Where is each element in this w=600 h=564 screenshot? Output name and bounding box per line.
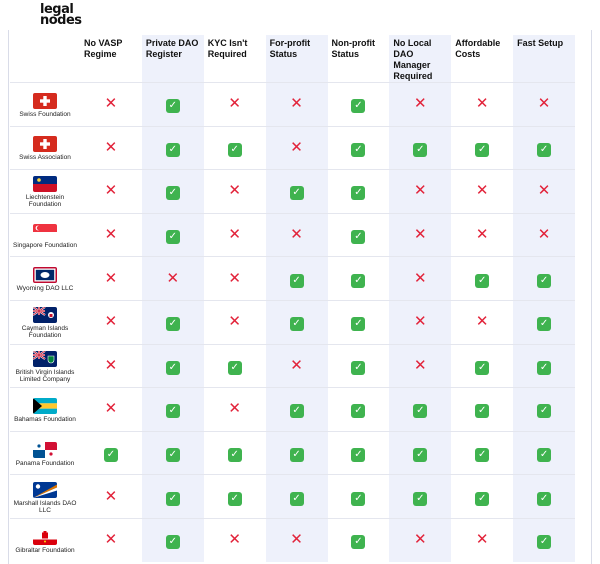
- check-icon: ✓: [351, 274, 365, 288]
- cell-no-local-dao-manager: [389, 170, 451, 214]
- cell-private-dao-register: [142, 344, 204, 388]
- check-icon: ✓: [351, 230, 365, 244]
- jurisdiction-panama-foundation: [10, 431, 80, 475]
- check-icon: ✓: [290, 448, 304, 462]
- check-icon: ✓: [475, 404, 489, 418]
- table-row: [10, 518, 575, 562]
- cell-non-profit-status: [328, 518, 390, 562]
- cell-non-profit-status: [328, 300, 390, 344]
- check-icon: ✓: [290, 317, 304, 331]
- cell-no-vasp-regime: [80, 126, 142, 170]
- cell-for-profit-status: [266, 126, 328, 170]
- bahamas-flag-icon: [33, 398, 57, 414]
- cell-kyc-not-required: [204, 431, 266, 475]
- cell-no-local-dao-manager: [389, 475, 451, 519]
- header-affordable-costs: Affordable Costs: [455, 38, 501, 59]
- cell-affordable-costs: [451, 126, 513, 170]
- table-row: [10, 475, 575, 519]
- cross-icon: ✕: [104, 226, 118, 244]
- cell-kyc-not-required: [204, 518, 266, 562]
- cell-no-local-dao-manager: [389, 83, 451, 127]
- header-jurisdiction: [10, 35, 80, 83]
- cell-no-vasp-regime: [80, 518, 142, 562]
- cell-fast-setup: [513, 388, 575, 432]
- header-fast-setup: Fast Setup: [513, 35, 575, 83]
- table-row: [10, 344, 575, 388]
- cell-private-dao-register: [142, 475, 204, 519]
- cell-affordable-costs: [451, 300, 513, 344]
- check-icon: ✓: [537, 274, 551, 288]
- cell-no-local-dao-manager: [389, 518, 451, 562]
- check-icon: ✓: [537, 535, 551, 549]
- check-icon: ✓: [290, 492, 304, 506]
- cell-kyc-not-required: [204, 300, 266, 344]
- cell-no-local-dao-manager: [389, 431, 451, 475]
- check-icon: ✓: [290, 274, 304, 288]
- cell-for-profit-status: [266, 83, 328, 127]
- cell-for-profit-status: [266, 431, 328, 475]
- check-icon: ✓: [537, 361, 551, 375]
- jurisdiction-label: Bahamas Foundation: [14, 415, 76, 423]
- table-row: [10, 388, 575, 432]
- check-icon: ✓: [351, 492, 365, 506]
- cell-no-vasp-regime: [80, 300, 142, 344]
- cell-non-profit-status: [328, 344, 390, 388]
- cell-for-profit-status: [266, 388, 328, 432]
- cross-icon: ✕: [414, 95, 427, 113]
- jurisdiction-swiss-association: [10, 126, 80, 170]
- cross-icon: ✕: [414, 531, 427, 549]
- singapore-flag-icon: [33, 224, 57, 240]
- cell-no-vasp-regime: [80, 83, 142, 127]
- check-icon: ✓: [228, 492, 242, 506]
- cell-non-profit-status: [328, 431, 390, 475]
- header-non-profit-status: Non-profit Status: [331, 38, 375, 59]
- brand-logo-line-2: nodes: [40, 13, 82, 28]
- jurisdiction-marshall-islands-dao-llc: [10, 475, 80, 519]
- check-icon: ✓: [537, 404, 551, 418]
- jurisdiction-label: Wyoming DAO LLC: [16, 285, 74, 293]
- cell-no-local-dao-manager: [389, 300, 451, 344]
- check-icon: ✓: [166, 186, 180, 200]
- cell-fast-setup: [513, 257, 575, 301]
- cross-icon: ✕: [537, 226, 551, 244]
- check-icon: ✓: [413, 404, 427, 418]
- cross-icon: ✕: [290, 531, 303, 549]
- check-icon: ✓: [413, 492, 427, 506]
- cell-private-dao-register: [142, 213, 204, 257]
- cell-kyc-not-required: [204, 257, 266, 301]
- wyoming-flag-icon: [33, 267, 57, 283]
- switzerland-flag-icon: [33, 93, 57, 109]
- cell-affordable-costs: [451, 475, 513, 519]
- cross-icon: ✕: [290, 95, 303, 113]
- cell-fast-setup: [513, 83, 575, 127]
- cell-private-dao-register: [142, 83, 204, 127]
- check-icon: ✓: [413, 143, 427, 157]
- liechtenstein-flag-icon: [33, 176, 57, 192]
- check-icon: ✓: [351, 317, 365, 331]
- check-icon: ✓: [537, 492, 551, 506]
- check-icon: ✓: [475, 492, 489, 506]
- cross-icon: ✕: [537, 95, 551, 113]
- cross-icon: ✕: [537, 182, 551, 200]
- cell-private-dao-register: [142, 257, 204, 301]
- cell-no-vasp-regime: [80, 257, 142, 301]
- cell-for-profit-status: [266, 257, 328, 301]
- cell-affordable-costs: [451, 257, 513, 301]
- cross-icon: ✕: [104, 313, 118, 331]
- cell-affordable-costs: [451, 83, 513, 127]
- check-icon: ✓: [166, 448, 180, 462]
- cell-no-vasp-regime: [80, 388, 142, 432]
- brand-logo: [40, 4, 110, 26]
- cross-icon: ✕: [475, 182, 489, 200]
- cell-private-dao-register: [142, 126, 204, 170]
- cell-no-local-dao-manager: [389, 344, 451, 388]
- cell-non-profit-status: [328, 83, 390, 127]
- cross-icon: ✕: [228, 313, 241, 331]
- cell-fast-setup: [513, 344, 575, 388]
- header-row: [10, 35, 575, 83]
- cell-fast-setup: [513, 475, 575, 519]
- jurisdiction-label: Panama Foundation: [15, 459, 75, 467]
- jurisdiction-wyoming-dao-llc: [10, 257, 80, 301]
- table-row: [10, 126, 575, 170]
- cross-icon: ✕: [104, 400, 118, 418]
- check-icon: ✓: [475, 361, 489, 375]
- check-icon: ✓: [413, 448, 427, 462]
- header-private-dao-register: Private DAO Register: [142, 35, 204, 83]
- cross-icon: ✕: [228, 531, 241, 549]
- cell-no-local-dao-manager: [389, 213, 451, 257]
- check-icon: ✓: [228, 361, 242, 375]
- cell-kyc-not-required: [204, 475, 266, 519]
- cell-private-dao-register: [142, 300, 204, 344]
- cross-icon: ✕: [290, 138, 303, 156]
- cell-kyc-not-required: [204, 344, 266, 388]
- check-icon: ✓: [166, 143, 180, 157]
- cell-fast-setup: [513, 431, 575, 475]
- jurisdiction-label: Swiss Association: [19, 154, 71, 162]
- switzerland-flag-icon: [33, 136, 57, 152]
- cell-no-vasp-regime: [80, 431, 142, 475]
- cross-icon: ✕: [414, 226, 427, 244]
- cell-non-profit-status: [328, 475, 390, 519]
- table-row: [10, 213, 575, 257]
- check-icon: ✓: [290, 186, 304, 200]
- cross-icon: ✕: [104, 182, 118, 200]
- check-icon: ✓: [166, 492, 180, 506]
- check-icon: ✓: [537, 317, 551, 331]
- cell-kyc-not-required: [204, 388, 266, 432]
- cell-fast-setup: [513, 170, 575, 214]
- check-icon: ✓: [166, 535, 180, 549]
- jurisdiction-bahamas-foundation: [10, 388, 80, 432]
- cell-affordable-costs: [451, 170, 513, 214]
- check-icon: ✓: [104, 448, 118, 462]
- cross-icon: ✕: [104, 138, 118, 156]
- cell-affordable-costs: [451, 213, 513, 257]
- table-body: [10, 83, 575, 563]
- comparison-table: [10, 35, 575, 562]
- cross-icon: ✕: [414, 182, 427, 200]
- header-kyc-not-required: KYC Isn't Required: [207, 38, 248, 59]
- jurisdiction-cayman-islands-foundation: [10, 300, 80, 344]
- jurisdiction-singapore-foundation: [10, 213, 80, 257]
- check-icon: ✓: [166, 404, 180, 418]
- check-icon: ✓: [537, 448, 551, 462]
- cross-icon: ✕: [104, 487, 118, 505]
- table-row: [10, 431, 575, 475]
- cell-non-profit-status: [328, 257, 390, 301]
- cross-icon: ✕: [104, 269, 118, 287]
- cell-no-local-dao-manager: [389, 257, 451, 301]
- cross-icon: ✕: [228, 182, 241, 200]
- header-for-profit-status: For-profit Status: [266, 35, 328, 83]
- panama-flag-icon: [33, 442, 57, 458]
- cross-icon: ✕: [228, 400, 241, 418]
- cell-private-dao-register: [142, 518, 204, 562]
- jurisdiction-swiss-foundation: [10, 83, 80, 127]
- cell-fast-setup: [513, 300, 575, 344]
- check-icon: ✓: [351, 404, 365, 418]
- cross-icon: ✕: [475, 531, 489, 549]
- cell-no-vasp-regime: [80, 213, 142, 257]
- check-icon: ✓: [166, 361, 180, 375]
- table-row: [10, 83, 575, 127]
- cell-affordable-costs: [451, 388, 513, 432]
- cell-private-dao-register: [142, 431, 204, 475]
- cayman-islands-flag-icon: [33, 307, 57, 323]
- cell-kyc-not-required: [204, 213, 266, 257]
- cross-icon: ✕: [166, 269, 180, 287]
- cell-kyc-not-required: [204, 126, 266, 170]
- table-row: [10, 170, 575, 214]
- cell-no-vasp-regime: [80, 170, 142, 214]
- cell-affordable-costs: [451, 344, 513, 388]
- header-no-vasp-regime: No VASP Regime: [84, 38, 123, 59]
- cross-icon: ✕: [414, 313, 427, 331]
- cell-non-profit-status: [328, 126, 390, 170]
- check-icon: ✓: [351, 448, 365, 462]
- cross-icon: ✕: [414, 269, 427, 287]
- cell-for-profit-status: [266, 344, 328, 388]
- marshall-islands-flag-icon: [33, 482, 57, 498]
- cell-no-local-dao-manager: [389, 388, 451, 432]
- jurisdiction-label: Liechtenstein Foundation: [25, 194, 65, 209]
- cell-private-dao-register: [142, 388, 204, 432]
- cell-private-dao-register: [142, 170, 204, 214]
- header-no-local-dao-manager: No Local DAO Manager Required: [389, 35, 451, 83]
- jurisdiction-label: Gibraltar Foundation: [15, 546, 75, 554]
- jurisdiction-british-virgin-islands-limited-company: [10, 344, 80, 388]
- cross-icon: ✕: [228, 226, 241, 244]
- table-row: [10, 257, 575, 301]
- jurisdiction-liechtenstein-foundation: [10, 170, 80, 214]
- jurisdiction-label: British Virgin Islands Limited Company: [15, 368, 75, 383]
- check-icon: ✓: [228, 448, 242, 462]
- british-virgin-islands-flag-icon: [33, 351, 57, 367]
- cell-affordable-costs: [451, 431, 513, 475]
- jurisdiction-label: Cayman Islands Foundation: [21, 325, 69, 340]
- cross-icon: ✕: [475, 313, 489, 331]
- check-icon: ✓: [166, 99, 180, 113]
- check-icon: ✓: [290, 404, 304, 418]
- check-icon: ✓: [351, 186, 365, 200]
- table-row: [10, 300, 575, 344]
- cell-fast-setup: [513, 126, 575, 170]
- cross-icon: ✕: [104, 95, 118, 113]
- cross-icon: ✕: [228, 95, 241, 113]
- check-icon: ✓: [351, 99, 365, 113]
- cell-no-local-dao-manager: [389, 126, 451, 170]
- cell-for-profit-status: [266, 170, 328, 214]
- check-icon: ✓: [475, 274, 489, 288]
- cross-icon: ✕: [475, 226, 489, 244]
- cell-non-profit-status: [328, 388, 390, 432]
- jurisdiction-label: Singapore Foundation: [13, 241, 77, 249]
- check-icon: ✓: [166, 230, 180, 244]
- cell-affordable-costs: [451, 518, 513, 562]
- check-icon: ✓: [228, 143, 242, 157]
- cell-non-profit-status: [328, 213, 390, 257]
- check-icon: ✓: [537, 143, 551, 157]
- cross-icon: ✕: [104, 356, 118, 374]
- check-icon: ✓: [351, 535, 365, 549]
- cross-icon: ✕: [104, 531, 118, 549]
- cell-no-vasp-regime: [80, 344, 142, 388]
- cell-for-profit-status: [266, 518, 328, 562]
- cell-fast-setup: [513, 213, 575, 257]
- cross-icon: ✕: [290, 226, 303, 244]
- cell-for-profit-status: [266, 300, 328, 344]
- cross-icon: ✕: [414, 356, 427, 374]
- cell-kyc-not-required: [204, 170, 266, 214]
- brand-logo-line-1: legal: [40, 2, 74, 17]
- gibraltar-flag-icon: [33, 529, 57, 545]
- cell-kyc-not-required: [204, 83, 266, 127]
- cell-for-profit-status: [266, 475, 328, 519]
- cross-icon: ✕: [228, 269, 241, 287]
- cell-for-profit-status: [266, 213, 328, 257]
- jurisdiction-label: Swiss Foundation: [19, 110, 71, 118]
- cell-fast-setup: [513, 518, 575, 562]
- check-icon: ✓: [351, 143, 365, 157]
- check-icon: ✓: [166, 317, 180, 331]
- cell-no-vasp-regime: [80, 475, 142, 519]
- jurisdiction-label: Marshall Islands DAO LLC: [13, 499, 77, 514]
- check-icon: ✓: [475, 448, 489, 462]
- cell-non-profit-status: [328, 170, 390, 214]
- check-icon: ✓: [351, 361, 365, 375]
- check-icon: ✓: [475, 143, 489, 157]
- cross-icon: ✕: [475, 95, 489, 113]
- cross-icon: ✕: [290, 356, 303, 374]
- jurisdiction-gibraltar-foundation: [10, 518, 80, 562]
